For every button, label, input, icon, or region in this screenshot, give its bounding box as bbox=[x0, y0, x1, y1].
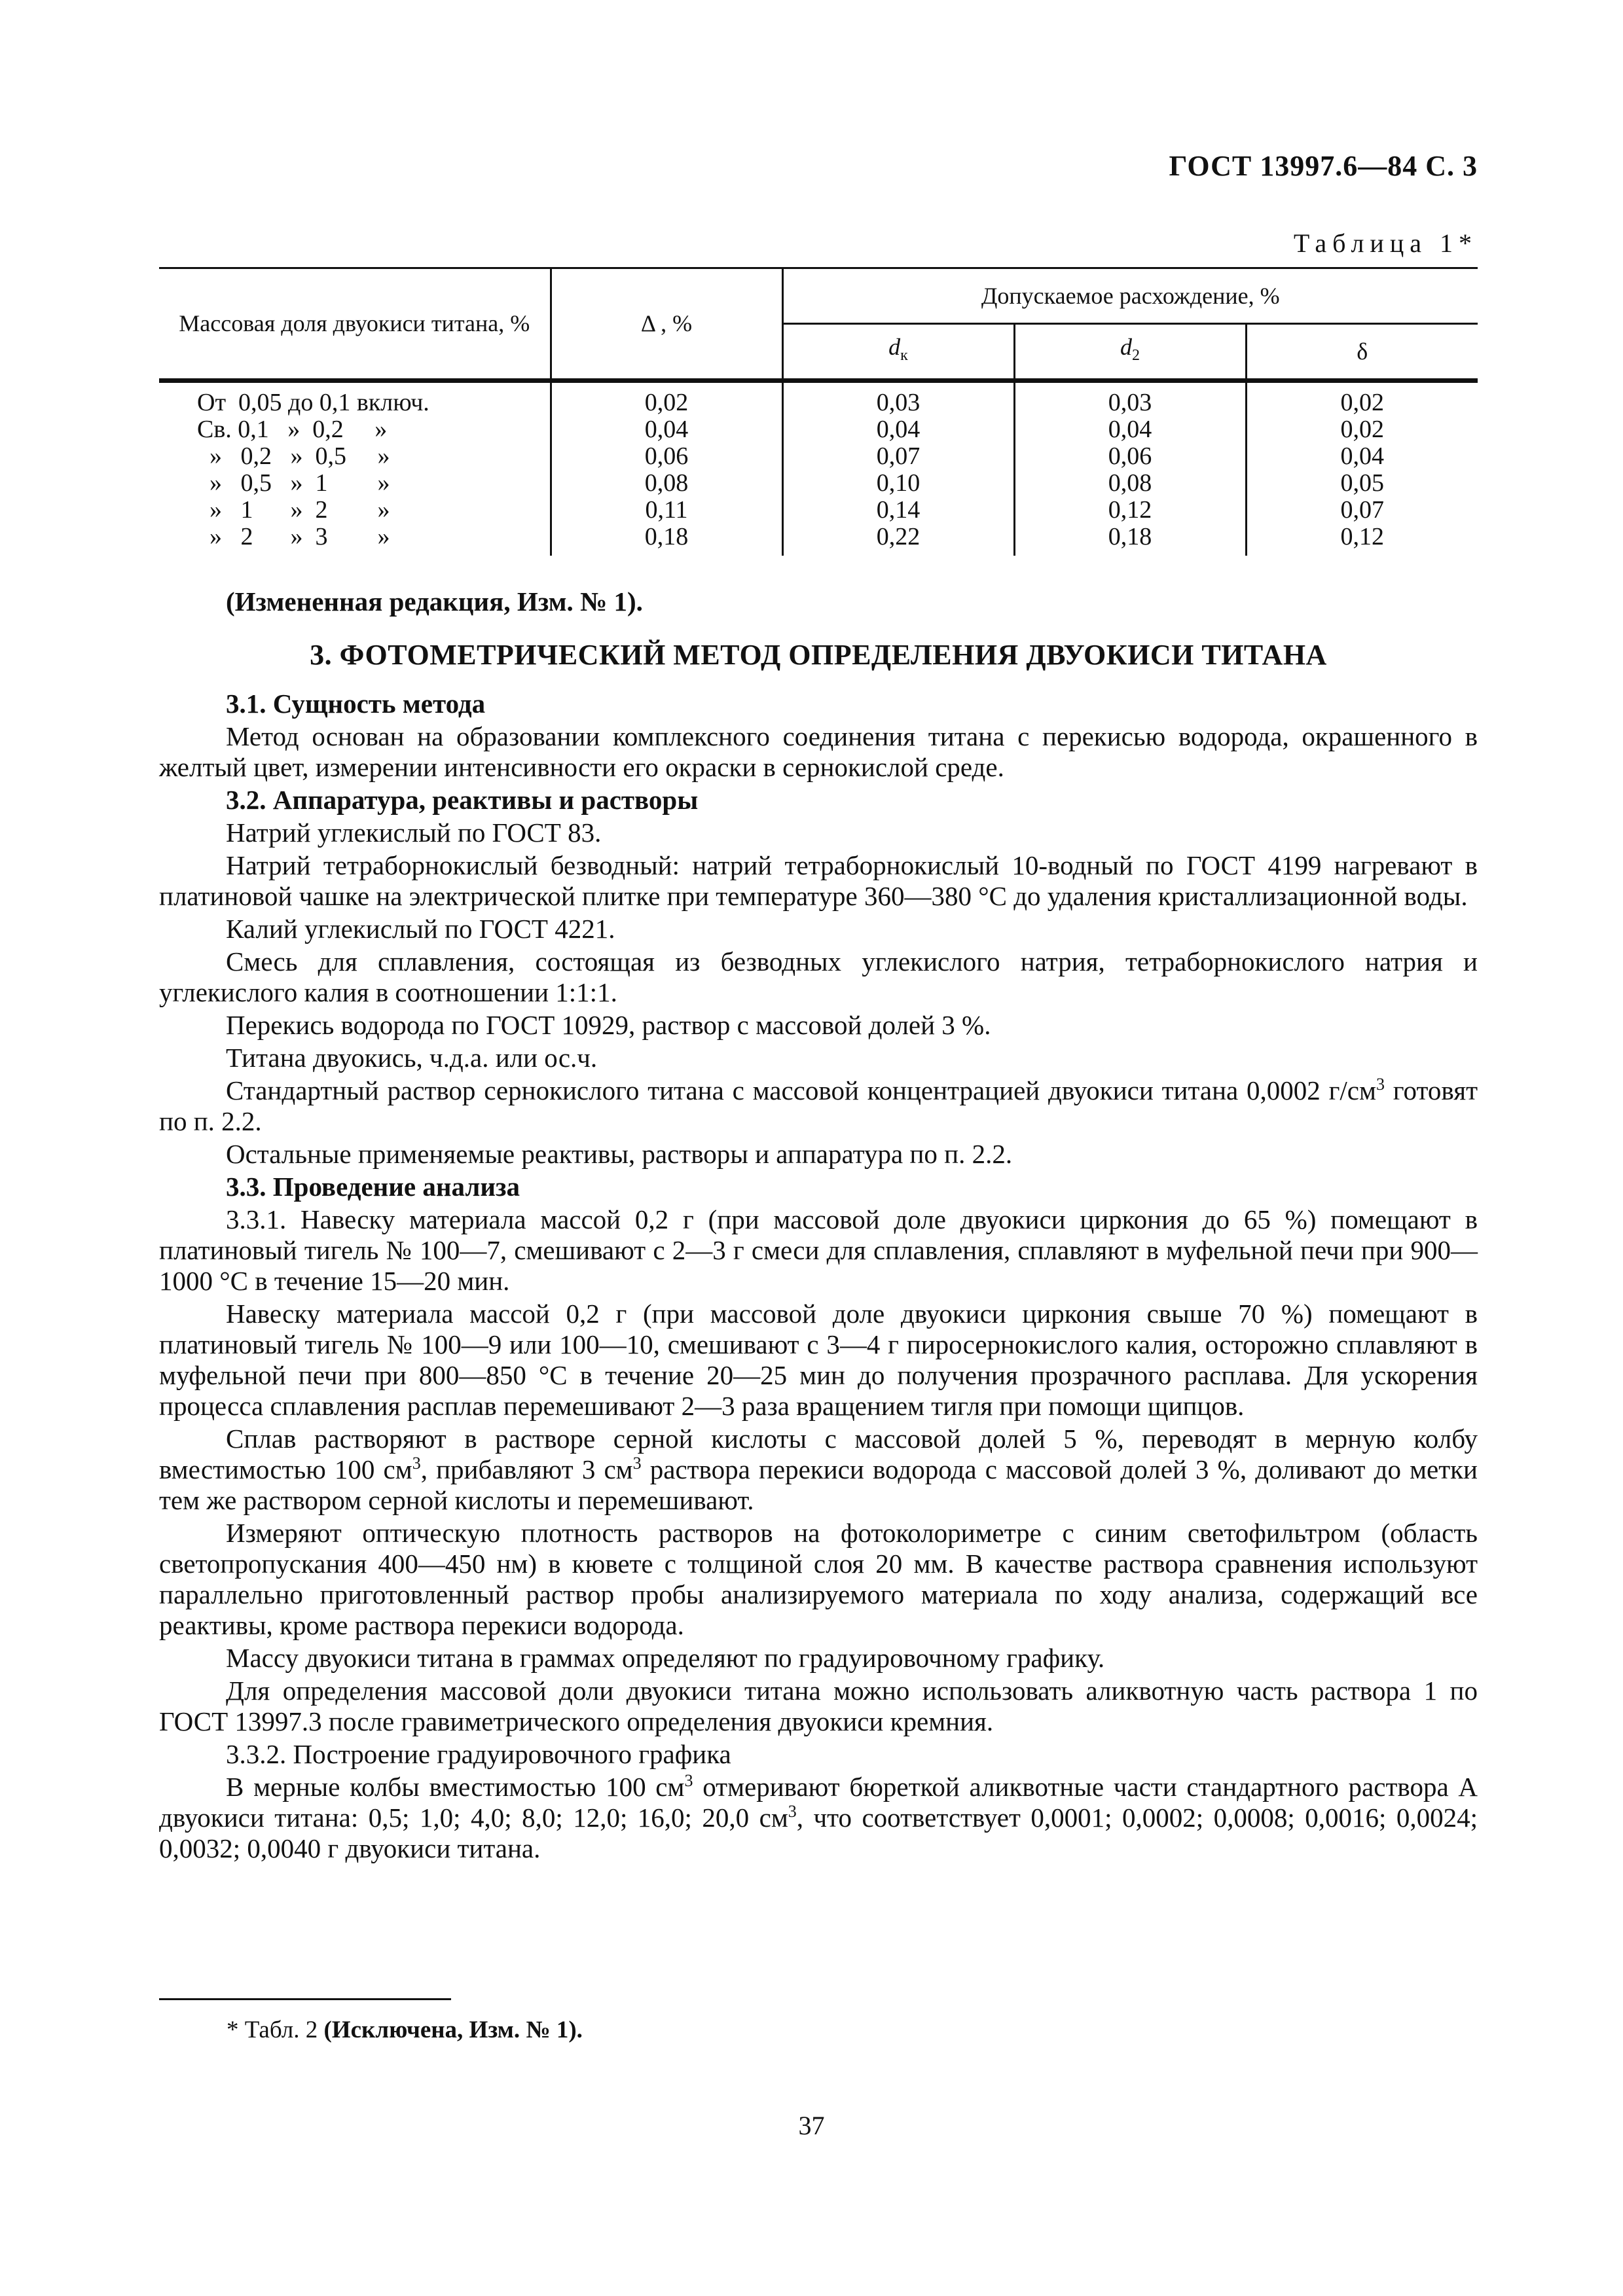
table-cell: 0,18 bbox=[1108, 523, 1152, 550]
paragraph: Сплав растворяют в растворе серной кислоты с массовой долей 5 %, переводят в мерную колбу вместимостью 100 $см^3$, прибавляют 3 $см^3$ раствора перекиси водорода с массовой долей 3 %, доливают до метки тем же раствором серной кислоты и перемешивают. bbox=[159, 1424, 1478, 1515]
table-cell: 0,03 bbox=[876, 389, 921, 416]
footnote: * Табл. 2 (Исключена, Изм. № 1). bbox=[227, 2017, 583, 2043]
paragraph: Натрий тетраборнокислый безводный: натрий тетраборнокислый 10-водный по ГОСТ 4199 нагревают в платиновой чашке на электрической плитке при температуре 360—380 °С до удаления кристаллизационной воды. bbox=[159, 850, 1478, 911]
column-header-small-delta: δ bbox=[1246, 324, 1478, 381]
table-cell: 0,04 bbox=[1340, 442, 1384, 470]
paragraph: В мерные колбы вместимостью 100 $см^3$ отмеривают бюреткой аликвотные части стандартного раствора А двуокиси титана: 0,5; 1,0; 4,0; 8,0; 12,0; 16,0; 20,0 $см^3$, что соответствует 0,0001; 0,0002; 0,0008; 0,0016; 0,0024; 0,0032; 0,0040 г двуокиси титана. bbox=[159, 1771, 1478, 1863]
section-heading: 3. ФОТОМЕТРИЧЕСКИЙ МЕТОД ОПРЕДЕЛЕНИЯ ДВУОКИСИ ТИТАНА bbox=[310, 639, 1327, 671]
column-header-group: Допускаемое расхождение, % bbox=[782, 268, 1478, 324]
table-cell: 0,03 bbox=[1108, 389, 1152, 416]
table-cell: 0,02 bbox=[1340, 416, 1384, 443]
table-cell: » 2 » 3 » bbox=[197, 523, 390, 550]
table-cell: От 0,05 до 0,1 включ. bbox=[197, 389, 429, 416]
paragraph: Массу двуокиси титана в граммах определяют по градуировочному графику. bbox=[226, 1643, 1105, 1673]
paragraph: Калий углекислый по ГОСТ 4221. bbox=[226, 914, 615, 944]
table-cell: 0,08 bbox=[644, 469, 689, 497]
table-cell: 0,18 bbox=[644, 523, 689, 550]
column-header-mass: Массовая доля двуокиси титана, % bbox=[159, 268, 551, 381]
range-column bbox=[159, 381, 551, 556]
page-header: ГОСТ 13997.6—84 С. 3 bbox=[1169, 150, 1478, 182]
delta-column bbox=[551, 381, 782, 556]
table-row bbox=[159, 381, 1478, 556]
paragraph: Смесь для сплавления, состоящая из безводных углекислого натрия, тетраборнокислого натрия и углекислого калия в соотношении 1:1:1. bbox=[159, 946, 1478, 1007]
table-cell: » 0,5 » 1 » bbox=[197, 469, 390, 497]
table-cell: 0,08 bbox=[1108, 469, 1152, 497]
d2-column bbox=[1014, 381, 1246, 556]
paragraph: Для определения массовой доли двуокиси титана можно использовать аликвотную часть раствора 1 по ГОСТ 13997.3 после гравиметрического определения двуокиси кремния. bbox=[159, 1676, 1478, 1736]
subsection-title-3-3-2: 3.3.2. Построение градуировочного графика bbox=[226, 1739, 731, 1769]
paragraph: Остальные применяемые реактивы, растворы и аппаратура по п. 2.2. bbox=[226, 1139, 1013, 1169]
table-cell: 0,04 bbox=[1108, 416, 1152, 443]
table-cell: 0,11 bbox=[645, 496, 688, 524]
page-number: 37 bbox=[798, 2111, 825, 2140]
column-header-d2: $d_2$ bbox=[1014, 324, 1246, 381]
paragraph: Титана двуокись, ч.д.а. или ос.ч. bbox=[226, 1043, 598, 1073]
table-cell: 0,04 bbox=[876, 416, 921, 443]
dk-column bbox=[782, 381, 1014, 556]
table-cell: 0,07 bbox=[1340, 496, 1384, 524]
table-cell: 0,12 bbox=[1340, 523, 1384, 550]
paragraph: Навеску материала массой 0,2 г (при массовой доле двуокиси циркония свыше 70 %) помещают в платиновый тигель № 100—9 или 100—10, смешивают с 3—4 г пиросернокислого калия, осторожно сплавляют в муфельной печи при 800—850 °С в течение 20—25 мин до получения прозрачного расплава. Для ускорения процесса сплавления расплав перемешивают 2—3 раза вращением тигля при помощи щипцов. bbox=[159, 1299, 1478, 1421]
table-cell: Св. 0,1 » 0,2 » bbox=[197, 416, 388, 443]
paragraph: Метод основан на образовании комплексного соединения титана с перекисью водорода, окрашенного в желтый цвет, измерении интенсивности его окраски в сернокислой среде. bbox=[159, 721, 1478, 782]
table-cell: » 0,2 » 0,5 » bbox=[197, 442, 390, 470]
column-header-dk: $d_к$ bbox=[782, 324, 1014, 381]
table-cell: 0,07 bbox=[876, 442, 921, 470]
small-delta-column bbox=[1246, 381, 1478, 556]
revision-note: (Измененная редакция, Изм. № 1). bbox=[226, 586, 643, 617]
table-cell: 0,06 bbox=[644, 442, 689, 470]
subsection-title-3-3: 3.3. Проведение анализа bbox=[226, 1172, 520, 1202]
document-body bbox=[159, 586, 1478, 1866]
table-cell: 0,05 bbox=[1340, 469, 1384, 497]
footnote-divider bbox=[159, 1998, 451, 2000]
paragraph: Перекись водорода по ГОСТ 10929, раствор с массовой долей 3 %. bbox=[226, 1010, 991, 1040]
subsection-title-3-1: 3.1. Сущность метода bbox=[226, 689, 486, 719]
table-cell: 0,02 bbox=[644, 389, 689, 416]
table-cell: 0,12 bbox=[1108, 496, 1152, 524]
paragraph: Измеряют оптическую плотность растворов на фотоколориметре с синим светофильтром (область светопропускания 400—450 нм) в кювете с толщиной слоя 20 мм. В качестве раствора сравнения используют параллельно приготовленный раствор пробы анализируемого материала по ходу анализа, содержащий все реактивы, кроме раствора перекиси водорода. bbox=[159, 1518, 1478, 1640]
table-cell: » 1 » 2 » bbox=[197, 496, 390, 524]
table-cell: 0,14 bbox=[876, 496, 921, 524]
table-cell: 0,04 bbox=[644, 416, 689, 443]
paragraph: Натрий углекислый по ГОСТ 83. bbox=[226, 817, 602, 848]
table-cell: 0,10 bbox=[876, 469, 921, 497]
table-cell: 0,06 bbox=[1108, 442, 1152, 470]
paragraph: Стандартный раствор сернокислого титана с массовой концентрацией двуокиси титана 0,0002 $г/см^3$ готовят по п. 2.2. bbox=[159, 1075, 1478, 1136]
table-cell: 0,02 bbox=[1340, 389, 1384, 416]
subsection-title-3-2: 3.2. Аппаратура, реактивы и растворы bbox=[226, 785, 699, 815]
table-1 bbox=[159, 267, 1478, 556]
paragraph: 3.3.1. Навеску материала массой 0,2 г (при массовой доле двуокиси циркония до 65 %) помещают в платиновый тигель № 100—7, смешивают с 2—3 г смеси для сплавления, сплавляют в муфельной печи при 900—1000 °С в течение 15—20 мин. bbox=[159, 1204, 1478, 1296]
table-cell: 0,22 bbox=[876, 523, 921, 550]
column-header-delta: Δ , % bbox=[551, 268, 782, 381]
table-caption: Таблица 1* bbox=[1293, 228, 1478, 258]
